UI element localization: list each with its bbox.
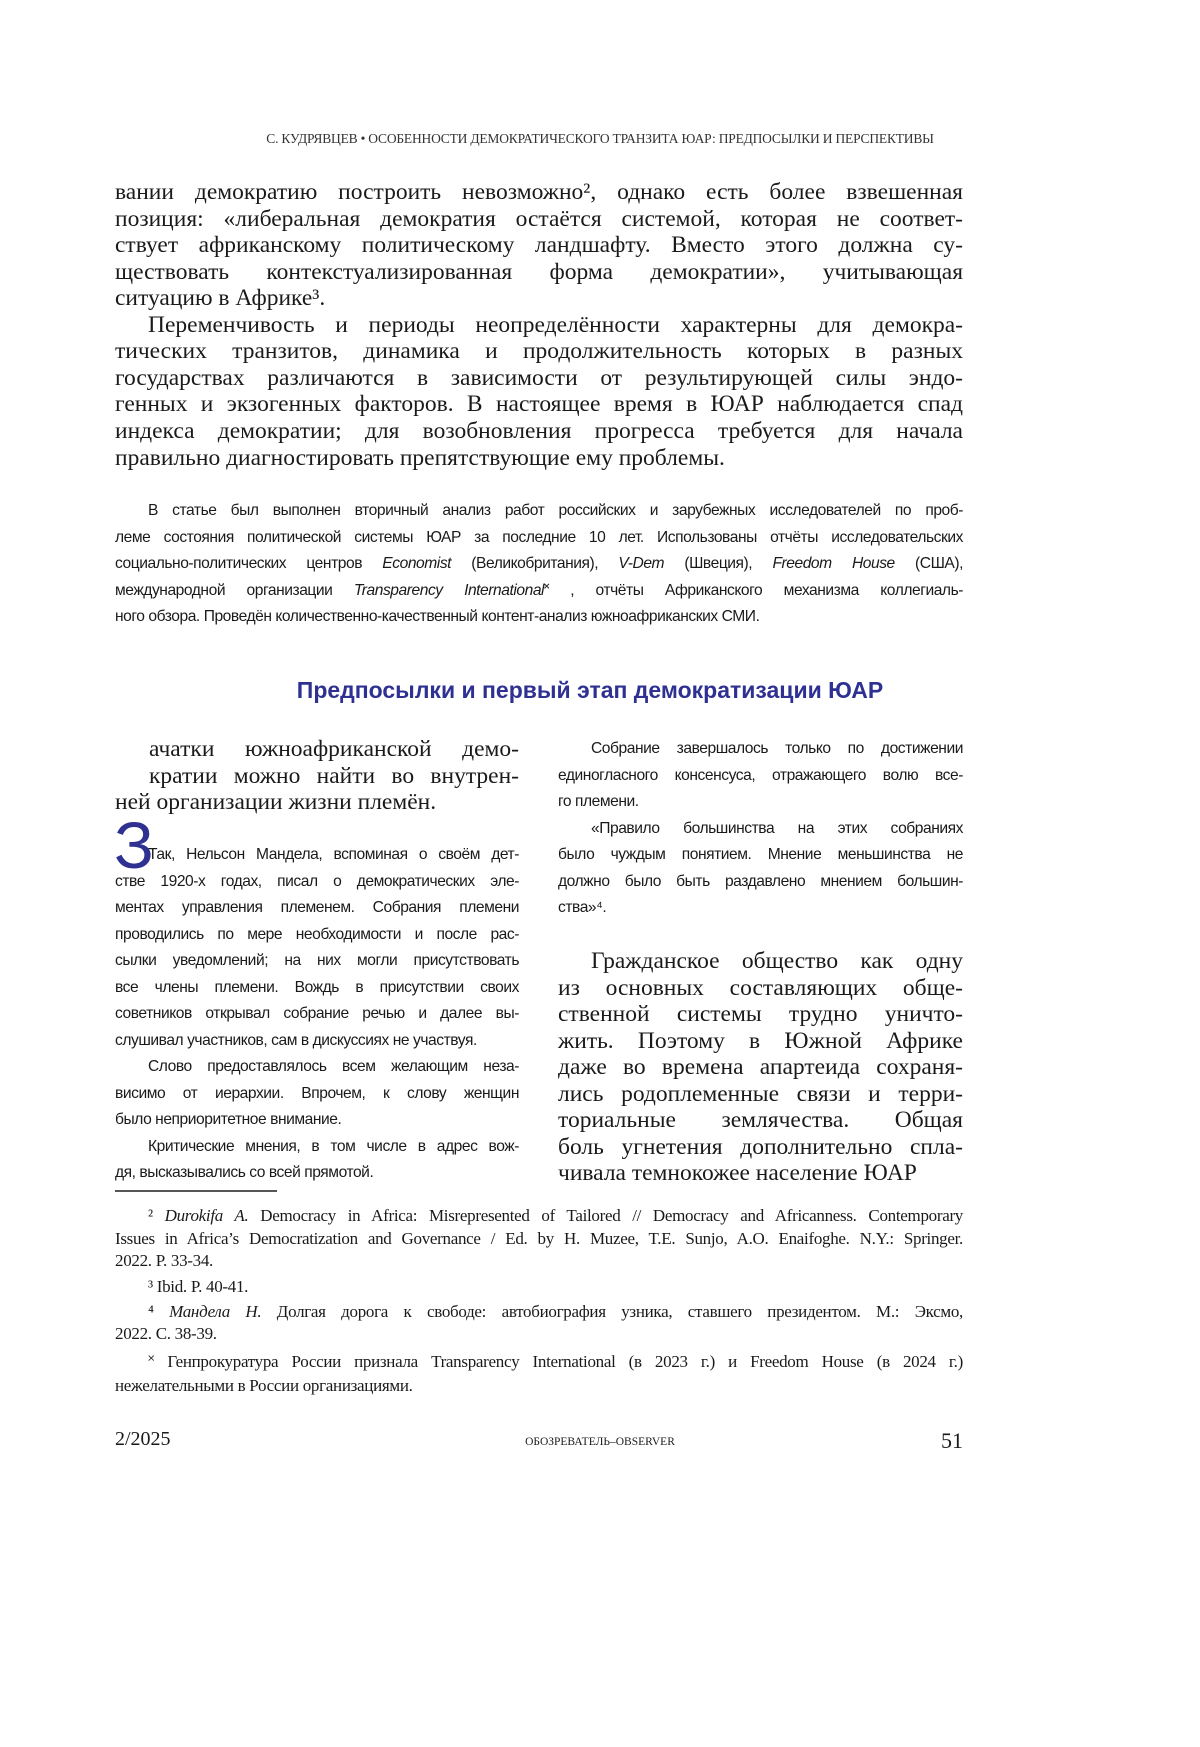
footnote-line: нежелательными в России организациями.: [115, 1375, 963, 1397]
text-line: чивала темнокожее население ЮАР: [558, 1159, 963, 1187]
running-head: С. КУДРЯВЦЕВ • ОСОБЕННОСТИ ДЕМОКРАТИЧЕСКОГО ТРАНЗИТА ЮАР: ПРЕДПОСЫЛКИ И ПЕРСПЕКТИВЫ: [0, 131, 1200, 147]
text-line: боль угнетения дополнительно спла-: [558, 1133, 963, 1161]
text-line: генных и экзогенных факторов. В настоящее время в ЮАР наблюдается спад: [115, 390, 963, 418]
footnote-divider: [115, 1190, 277, 1192]
footnote-line: ³ Ibid. P. 40-41.: [148, 1276, 963, 1298]
text-line: висимо от иерархии. Впрочем, к слову женщин: [115, 1083, 519, 1105]
text-line: ствует африканскому политическому ландшафту. Вместо этого должна су-: [115, 231, 963, 259]
lead-line: ней организации жизни племён.: [115, 788, 519, 816]
footnote-line: ˟ Генпрокуратура России признала Transparency International (в 2023 г.) и Freedom House (в 2024 г.): [148, 1351, 963, 1373]
text-line: «Правило большинства на этих собраниях: [591, 818, 963, 840]
text-line: правильно диагностировать препятствующие ему проблемы.: [115, 444, 963, 472]
lead-line: ачатки южноафриканской демо-: [149, 735, 519, 763]
text-line: тических транзитов, динамика и продолжительность которых в разных: [115, 337, 963, 365]
text-line: Собрание завершалось только по достижении: [591, 738, 963, 760]
text-line: Так, Нельсон Мандела, вспоминая о своём дет-: [148, 844, 519, 866]
text-line: вании демократию построить невозможно², однако есть более взвешенная: [115, 178, 963, 206]
text-line: позиция: «либеральная демократия остаётся системой, которая не соответ-: [115, 205, 963, 233]
text-line: было неприоритетное внимание.: [115, 1109, 519, 1131]
text-line: В статье был выполнен вторичный анализ работ российских и зарубежных исследователей по проб-: [148, 500, 963, 522]
text-line: ситуацию в Африке³.: [115, 284, 963, 312]
text-line: даже во времена апартеида сохраня-: [558, 1053, 963, 1081]
text-line: дя, высказывались со всей прямотой.: [115, 1162, 519, 1184]
footnote-line: 2022. С. 38-39.: [115, 1323, 963, 1345]
text-line: должно было быть раздавлено мнением большин-: [558, 871, 963, 893]
footer-issue: 2/2025: [115, 1428, 171, 1451]
text-line: социально-политических центров Economist (Великобритания), V-Dem (Швеция), Freedom House (США),: [115, 553, 963, 575]
text-line: жить. Поэтому в Южной Африке: [558, 1027, 963, 1055]
text-line: ства»⁴.: [558, 897, 963, 919]
text-line: было чуждым понятием. Мнение меньшинства не: [558, 844, 963, 866]
text-line: советников открывал собрание речью и далее вы-: [115, 1003, 519, 1025]
text-line: международной организации Transparency International˟ , отчёты Африканского механизма коллегиаль-: [115, 580, 963, 602]
text-line: индекса демократии; для возобновления прогресса требуется для начала: [115, 417, 963, 445]
text-line: ториальные землячества. Общая: [558, 1106, 963, 1134]
section-title: Предпосылки и первый этап демократизации ЮАР: [0, 677, 1190, 704]
text-line: леме состояния политической системы ЮАР за последние 10 лет. Использованы отчёты исследовательских: [115, 527, 963, 549]
text-line: лись родоплеменные связи и терри-: [558, 1080, 963, 1108]
text-line: стве 1920-х годах, писал о демократических эле-: [115, 871, 519, 893]
text-line: го племени.: [558, 791, 963, 813]
text-line: Гражданское общество как одну: [591, 947, 963, 975]
text-line: ментах управления племенем. Собрания племени: [115, 897, 519, 919]
text-line: сылки уведомлений; на них могли присутствовать: [115, 950, 519, 972]
page-number: 51: [941, 1428, 963, 1454]
text-line: Критические мнения, в том числе в адрес вож-: [148, 1136, 519, 1158]
text-line: ственной системы трудно уничто-: [558, 1000, 963, 1028]
text-line: Слово предоставлялось всем желающим неза-: [148, 1056, 519, 1078]
text-line: все члены племени. Вождь в присутствии своих: [115, 977, 519, 999]
text-line: Переменчивость и периоды неопределённости характерны для демокра-: [148, 311, 963, 339]
text-line: слушивал участников, сам в дискуссиях не участвуя.: [115, 1030, 519, 1052]
text-line: проводились по мере необходимости и после рас-: [115, 924, 519, 946]
lead-line: кратии можно найти во внутрен-: [149, 762, 519, 790]
footnote-line: 2022. P. 33-34.: [115, 1250, 963, 1272]
footer-journal-name: ОБОЗРЕВАТЕЛЬ–OBSERVER: [0, 1436, 1200, 1448]
footnote-line: ² Durokifa A. Democracy in Africa: Misrepresented of Tailored // Democracy and Africanness. Contemporary: [148, 1205, 963, 1227]
text-line: единогласного консенсуса, отражающего волю все-: [558, 765, 963, 787]
text-line: государствах различаются в зависимости от результирующей силы эндо-: [115, 364, 963, 392]
text-line: ного обзора. Проведён количественно-качественный контент-анализ южноафриканских СМИ.: [115, 606, 963, 628]
text-line: из основных составляющих обще-: [558, 974, 963, 1002]
footnote-line: ⁴ Мандела Н. Долгая дорога к свободе: автобиография узника, ставшего президентом. М.: Эксмо,: [148, 1301, 963, 1323]
drop-cap: З: [114, 812, 154, 878]
text-line: ществовать контекстуализированная форма демократии», учитывающая: [115, 258, 963, 286]
footnote-line: Issues in Africa’s Democratization and Governance / Ed. by H. Muzee, T.E. Sunjo, A.O. Enaifoghe. N.Y.: Springer.: [115, 1228, 963, 1250]
